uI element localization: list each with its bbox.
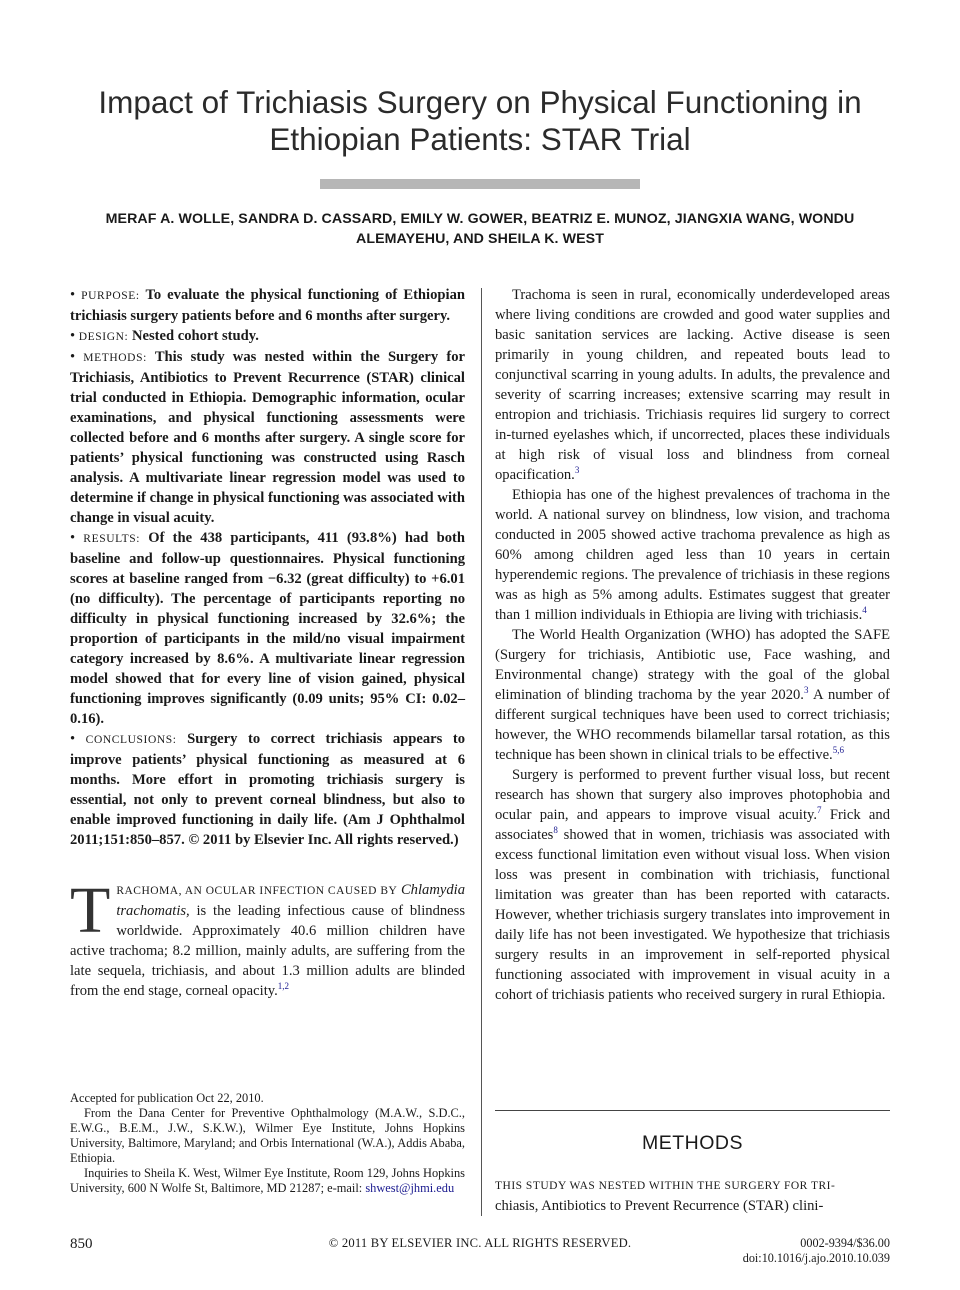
page-footer (70, 1236, 890, 1268)
body-paragraph: The World Health Organization (WHO) has adopted the SAFE (Surgery for trichiasis, Antibiotic use, Face washing, and Environmental change) strategy with the goal of the global elimination of blinding trachoma by the year 2020.$^3$ A number of different surgical techniques have been used to correct trichiasis; however, the WHO recommends bilamellar tarsal rotation, as this technique has been shown in clinical trials to be effective.$^{5,6}$ (495, 627, 890, 763)
article-title: Impact of Trichiasis Surgery on Physical Functioning in Ethiopian Patients: STAR Trial (98, 84, 862, 157)
abstract-design: • DESIGN: Nested cohort study. (70, 328, 259, 344)
reference-link[interactable]: 5,6 (832, 745, 844, 756)
abstract-conclusions: • CONCLUSIONS: Surgery to correct trichiasis appears to improve patients’ physical functioning as measured at 6 months. More effort in promoting trichiasis surgery is essential, not only to prevent corneal blindness, but also to enable improved functioning in daily life. (Am J Ophthalmol 2011;151:850–857. © 2011 by Elsevier Inc. All rights reserved.) (70, 731, 465, 848)
abstract-methods: • METHODS: This study was nested within the Surgery for Trichiasis, Antibiotics to Prevent Recurrence (STAR) clinical trial conducted in Ethiopia. Demographic information, ocular examinations, and physical functioning assessments were collected before and 6 months after surgery. A single score for patients’ physical functioning was constructed using Rasch analysis. A multivariate linear regression model was used to determine if change in physical functioning was associated with change in visual acuity. (70, 349, 466, 526)
right-column (495, 285, 890, 1005)
copyright-notice: © 2011 BY ELSEVIER INC. ALL RIGHTS RESERVED. (328, 1236, 632, 1250)
title-divider (320, 179, 640, 189)
body-paragraph: Ethiopia has one of the highest prevalences of trachoma in the world. A national survey on blindness, low vision, and trachoma conducted in 2005 showed active trachoma prevalence as high as 60% among children aged less than 10 years in certain hyperendemic regions. The prevalence of trichiasis in these regions was as high as 5% among adults. Estimates suggest that greater than 1 million individuals in Ethiopia are living with trichiasis.$^4$ (495, 487, 890, 623)
author-list: MERAF A. WOLLE, SANDRA D. CASSARD, EMILY W. GOWER, BEATRIZ E. MUNOZ, JIANGXIA WANG, WONDU ALEMAYEHU, AND SHEILA K. WEST (105, 211, 855, 247)
article-identifiers (743, 1236, 890, 1266)
body-paragraph: Trachoma is seen in rural, economically underdeveloped areas where living conditions are crowded and good water supplies and basic sanitation services are lacking. Active disease is seen primarily in young children, and repeated bouts lead to conjunctival scarring in young adults. In adults, the prevalence and severity of scarring increases; extensive scarring may result in entropion and trichiasis. Trichiasis requires lid surgery to correct in-turned eyelashes which, if uncorrected, places these individuals at high risk of visual loss and blindness from corneal opacification.$^3$ (495, 287, 890, 483)
reference-link[interactable]: 7 (817, 805, 822, 816)
column-divider (481, 288, 482, 1216)
drop-cap: T (70, 874, 111, 947)
reference-link[interactable]: 1,2 (277, 981, 289, 992)
abstract (70, 285, 465, 850)
reference-link[interactable]: 4 (862, 605, 867, 616)
abstract-purpose: • PURPOSE: To evaluate the physical functioning of Ethiopian trichiasis surgery patients before and 6 months after surgery. (70, 287, 465, 324)
conclusions-label: CONCLUSIONS: (85, 734, 177, 746)
intro-paragraph: TRACHOMA, AN OCULAR INFECTION CAUSED BY Chlamydia trachomatis, is the leading infectious cause of blindness worldwide. Approximately 40.6 million children have active trachoma; 8.2 million, mainly adults, are suffering from the late sequela, trichiasis, and about 1.3 million adults are blinded from the end stage, corneal opacity.$^{1,2}$ (70, 874, 466, 999)
reference-link[interactable]: 8 (553, 825, 558, 836)
methods-label: METHODS: (83, 352, 147, 364)
left-column (70, 285, 465, 1001)
email-link[interactable]: shwest@jhmi.edu (365, 1181, 455, 1195)
reference-link[interactable]: 3 (574, 465, 580, 476)
page-number: 850 (70, 1236, 93, 1252)
methods-paragraph: THIS STUDY WAS NESTED WITHIN THE SURGERY FOR TRI- chiasis, Antibiotics to Prevent Recurrence (STAR) clini- (495, 1180, 836, 1214)
article-notes: Accepted for publication Oct 22, 2010. From the Dana Center for Preventive Ophthalmology (M.A.W., S.D.C., E.W.G., B.E.M., J.W., S.K.W.), Wilmer Eye Institute, Johns Hopkins University, Baltimore, Maryland; and Orbis International (W.A.), Addis Ababa, Ethiopia. Inquiries to Sheila K. West, Wilmer Eye Institute, Room 129, Johns Hopkins University, 600 N Wolfe St, Baltimore, MD 21287; e-mail: shwest@jhmi.edu (70, 1091, 465, 1195)
methods-divider (495, 1110, 890, 1111)
methods-heading: METHODS (642, 1132, 743, 1154)
reference-link[interactable]: 3 (803, 685, 809, 696)
issn: 0002-9394/$36.00 (800, 1236, 890, 1250)
design-label: DESIGN: (78, 331, 129, 343)
doi-link[interactable]: doi:10.1016/j.ajo.2010.10.039 (742, 1251, 890, 1265)
purpose-label: PURPOSE: (81, 290, 140, 302)
body-paragraph: Surgery is performed to prevent further visual loss, but recent research has shown that surgery also improves photophobia and ocular pain, and appears to improve visual acuity.$^7$ Frick and associates$^8$ showed that in women, trichiasis was associated with excess functional limitation even without visual loss. When vision loss was present in combination with trichiasis, functional limitation was greater than has been reported with cataracts. However, whether trichiasis surgery translates into improvement in daily life has not been investigated. We hypothesize that trichiasis surgery results in an improvement in self-reported physical functioning associated with improvement in visual acuity in a cohort of trichiasis patients who received surgery in rural Ethiopia. (495, 767, 890, 1003)
results-label: RESULTS: (83, 533, 141, 545)
abstract-results: • RESULTS: Of the 438 participants, 411 (93.8%) had both baseline and follow-up questionnaires. Physical functioning scores at baseline ranged from −6.32 (great difficulty) to +6.01 (no difficulty). The percentage of participants reporting no difficulty in physical functioning increased by 32.6%; the proportion of participants in the mild/no visual impairment category increased by 8.6%. A multivariate linear regression model showed that for every line of vision gained, physical functioning improves significantly (0.09 units; 95% CI: 0.02–0.16). (70, 530, 465, 727)
